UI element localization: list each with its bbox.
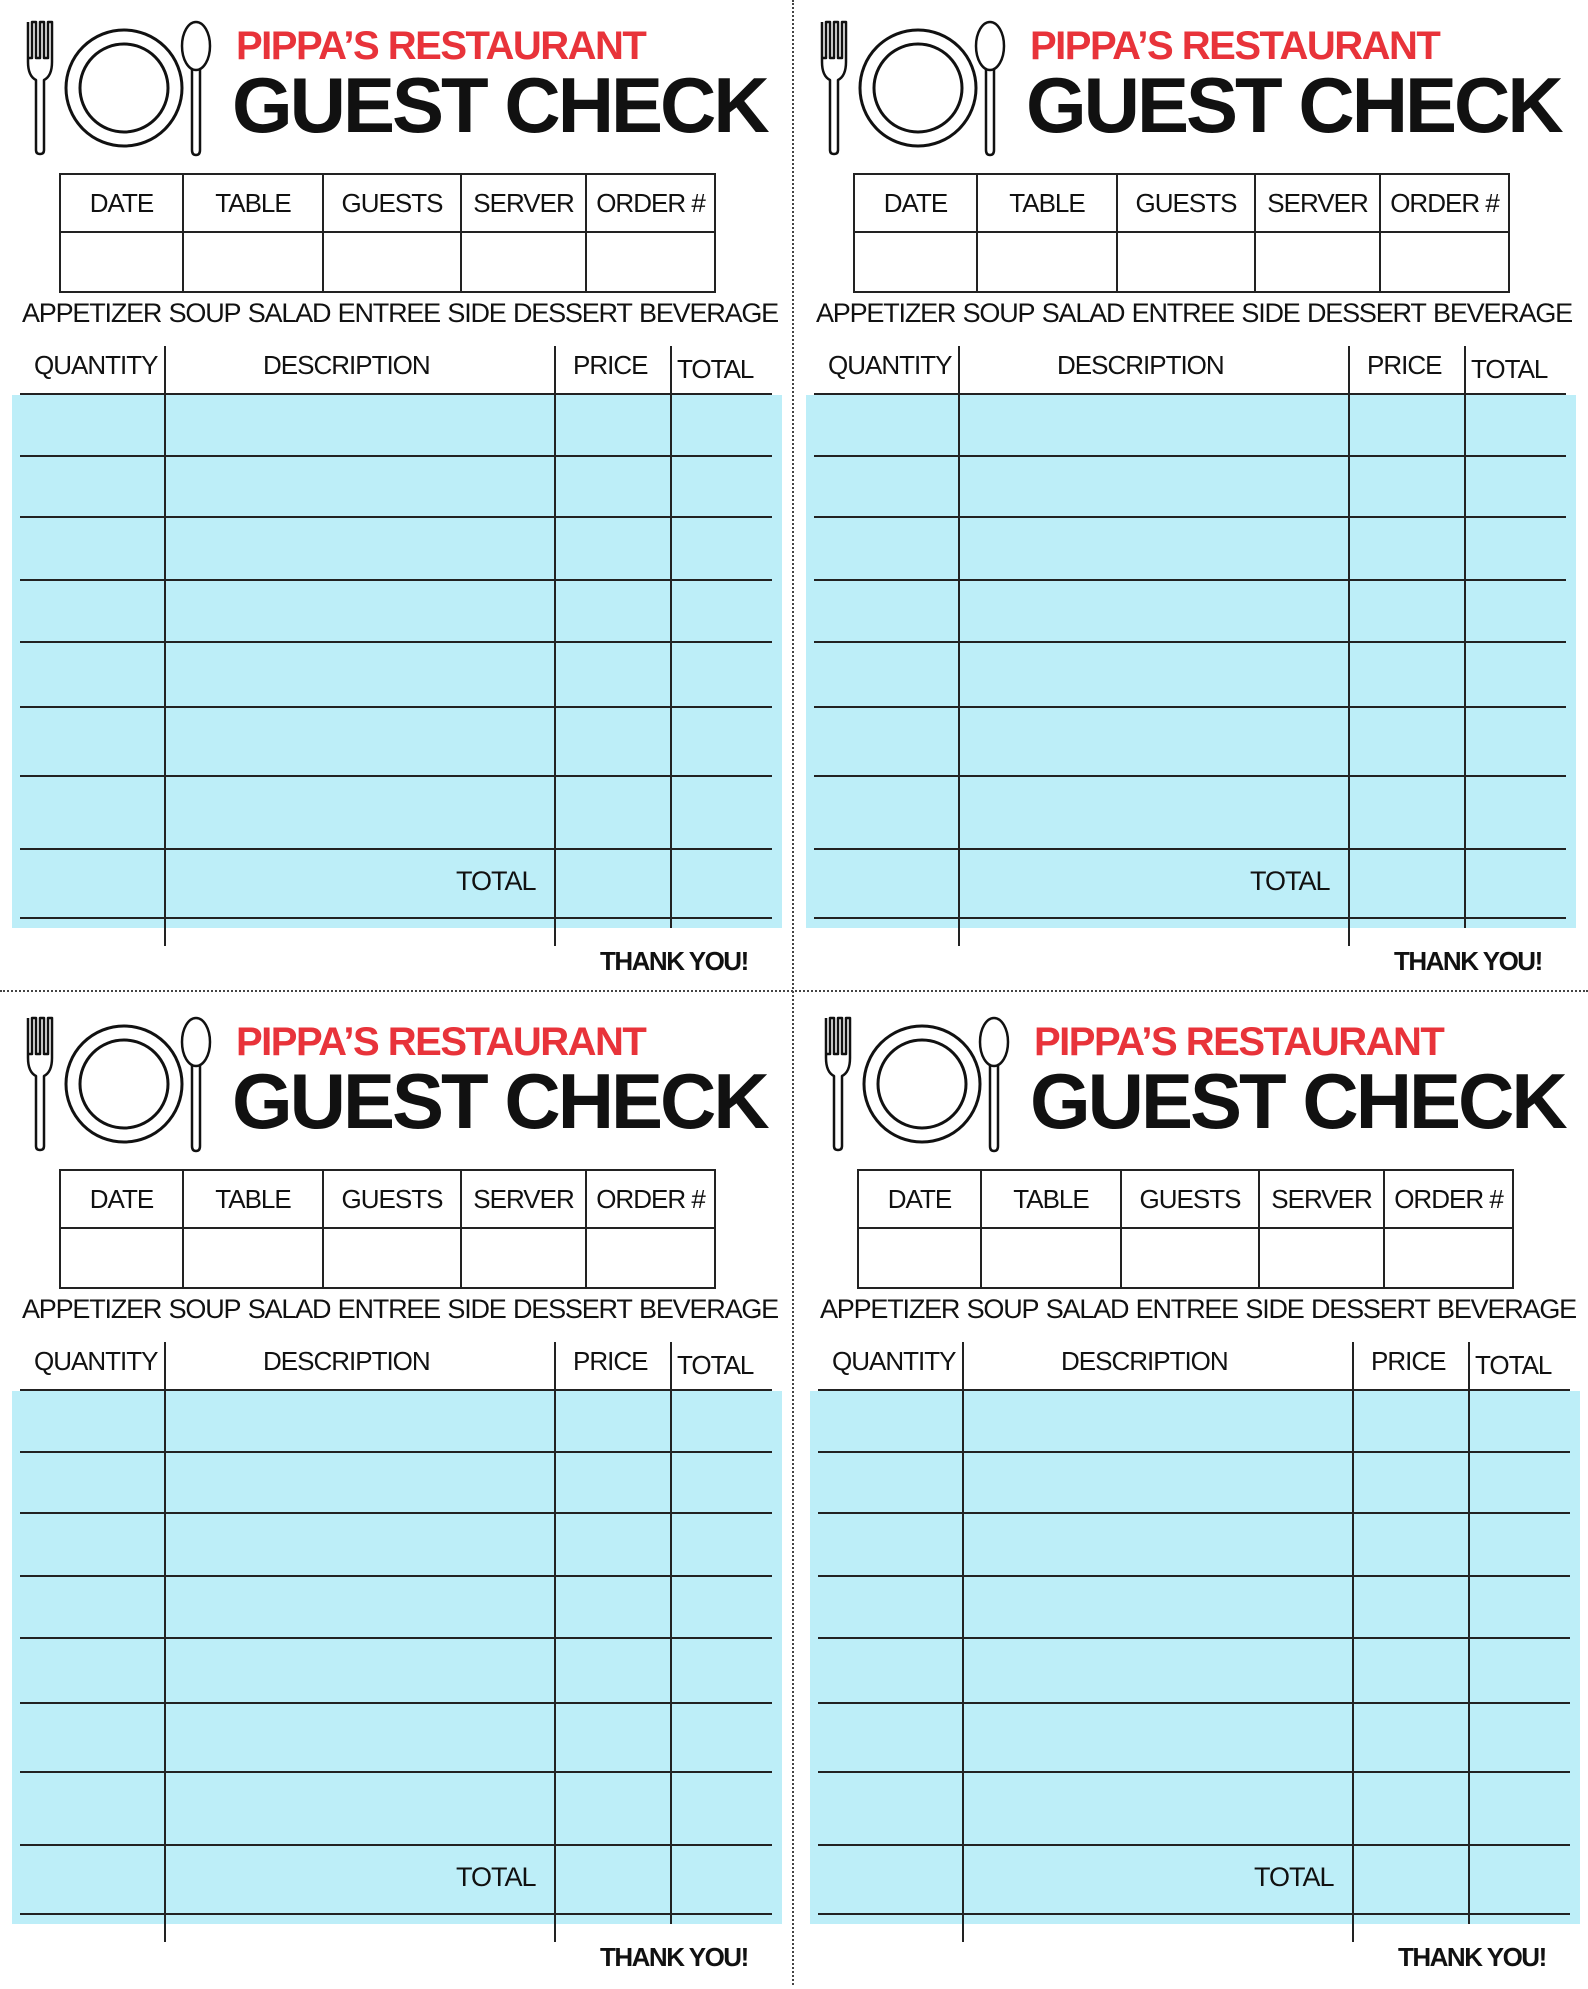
order-info-table: [59, 173, 716, 293]
column-header-underline: [20, 1389, 772, 1391]
server-entry-box[interactable]: [1255, 232, 1380, 292]
column-header-underline: [20, 393, 772, 395]
quantity-column-header: QUANTITY: [828, 350, 952, 380]
field-table-label: TABLE: [183, 1170, 323, 1228]
order-number-entry-box[interactable]: [1384, 1228, 1513, 1288]
category-soup: SOUP: [168, 298, 241, 328]
description-column-header: DESCRIPTION: [1061, 1346, 1228, 1376]
restaurant-name: PIPPA’S RESTAURANT: [1034, 1020, 1444, 1064]
check-title: GUEST CHECK: [1030, 1057, 1565, 1145]
item-row-line: [814, 848, 1566, 850]
item-row-line: [20, 1702, 772, 1704]
field-server-label: SERVER: [461, 1170, 586, 1228]
course-categories: [820, 1294, 1576, 1325]
category-beverage: BEVERAGE: [1433, 298, 1572, 328]
field-date-label: DATE: [858, 1170, 981, 1228]
field-date-label: DATE: [60, 1170, 183, 1228]
item-row-line: [818, 1575, 1570, 1577]
price-column-header: PRICE: [573, 350, 648, 380]
check-title: GUEST CHECK: [232, 61, 767, 149]
item-row-line: [814, 516, 1566, 518]
column-header-underline: [814, 393, 1566, 395]
course-categories: [816, 298, 1572, 329]
place-setting-logo: [24, 1014, 214, 1154]
table-entry-box[interactable]: [977, 232, 1117, 292]
server-entry-box[interactable]: [461, 232, 586, 292]
price-column-divider: [1352, 1342, 1354, 1942]
item-row-line: [818, 1771, 1570, 1773]
total-column-divider: [670, 346, 672, 928]
guest-check-4: [798, 996, 1588, 1989]
place-setting-logo: [818, 18, 1008, 158]
field-table-label: TABLE: [977, 174, 1117, 232]
thank-you-footer: THANK YOU!: [1398, 1942, 1546, 1972]
plate-icon: [860, 30, 976, 146]
category-dessert: DESSERT: [513, 298, 632, 328]
field-guests-label: GUESTS: [323, 174, 461, 232]
category-dessert: DESSERT: [513, 1294, 632, 1324]
order-number-entry-box[interactable]: [1380, 232, 1509, 292]
fork-icon: [822, 22, 846, 154]
field-server-label: SERVER: [1259, 1170, 1384, 1228]
field-table-label: TABLE: [183, 174, 323, 232]
category-beverage: BEVERAGE: [639, 298, 778, 328]
table-entry-box[interactable]: [981, 1228, 1121, 1288]
item-row-line: [20, 455, 772, 457]
category-appetizer: APPETIZER: [22, 1294, 162, 1324]
guests-entry-box[interactable]: [323, 1228, 461, 1288]
category-beverage: BEVERAGE: [1437, 1294, 1576, 1324]
date-entry-box[interactable]: [60, 1228, 183, 1288]
item-row-line: [818, 1913, 1570, 1915]
field-order-number-label: ORDER #: [586, 174, 715, 232]
field-guests-label: GUESTS: [1117, 174, 1255, 232]
category-entree: ENTREE: [337, 1294, 440, 1324]
course-categories: [22, 298, 778, 329]
field-guests-label: GUESTS: [323, 1170, 461, 1228]
date-entry-box[interactable]: [858, 1228, 981, 1288]
thank-you-footer: THANK YOU!: [600, 1942, 748, 1972]
guest-check-2: [794, 0, 1588, 993]
order-info-table: [853, 173, 1510, 293]
item-row-line: [818, 1451, 1570, 1453]
quantity-column-header: QUANTITY: [34, 350, 158, 380]
total-column-header: TOTAL: [1475, 1350, 1552, 1380]
date-entry-box[interactable]: [60, 232, 183, 292]
spoon-icon: [976, 22, 1004, 155]
fork-icon: [826, 1018, 850, 1150]
item-row-line: [20, 1771, 772, 1773]
category-entree: ENTREE: [1135, 1294, 1238, 1324]
table-entry-box[interactable]: [183, 232, 323, 292]
guests-entry-box[interactable]: [1117, 232, 1255, 292]
guest-check-3: [0, 996, 794, 1989]
grand-total-label: TOTAL: [456, 1862, 536, 1892]
item-row-line: [20, 641, 772, 643]
item-row-line: [814, 706, 1566, 708]
field-order-number-label: ORDER #: [1380, 174, 1509, 232]
category-side: SIDE: [447, 298, 506, 328]
category-soup: SOUP: [168, 1294, 241, 1324]
category-salad: SALAD: [247, 1294, 331, 1324]
quantity-column-divider: [164, 346, 166, 946]
field-date-label: DATE: [60, 174, 183, 232]
place-setting-logo: [822, 1014, 1012, 1154]
item-row-line: [20, 1451, 772, 1453]
quantity-column-divider: [958, 346, 960, 946]
grand-total-label: TOTAL: [456, 866, 536, 896]
item-row-line: [20, 1913, 772, 1915]
field-server-label: SERVER: [1255, 174, 1380, 232]
price-column-header: PRICE: [1367, 350, 1442, 380]
restaurant-name: PIPPA’S RESTAURANT: [1030, 24, 1440, 68]
order-number-entry-box[interactable]: [586, 232, 715, 292]
item-row-line: [814, 455, 1566, 457]
order-info-table: [59, 1169, 716, 1289]
category-salad: SALAD: [1045, 1294, 1129, 1324]
category-entree: ENTREE: [337, 298, 440, 328]
date-entry-box[interactable]: [854, 232, 977, 292]
item-row-line: [814, 917, 1566, 919]
item-row-line: [818, 1512, 1570, 1514]
field-order-number-label: ORDER #: [586, 1170, 715, 1228]
category-entree: ENTREE: [1131, 298, 1234, 328]
item-row-line: [814, 775, 1566, 777]
field-date-label: DATE: [854, 174, 977, 232]
spoon-icon: [182, 1018, 210, 1151]
item-row-line: [20, 706, 772, 708]
category-side: SIDE: [1241, 298, 1300, 328]
check-title: GUEST CHECK: [1026, 61, 1561, 149]
item-row-line: [20, 516, 772, 518]
item-row-line: [20, 579, 772, 581]
category-dessert: DESSERT: [1307, 298, 1426, 328]
category-soup: SOUP: [962, 298, 1035, 328]
check-title: GUEST CHECK: [232, 1057, 767, 1145]
place-setting-logo: [24, 18, 214, 158]
quantity-column-header: QUANTITY: [832, 1346, 956, 1376]
description-column-header: DESCRIPTION: [1057, 350, 1224, 380]
total-column-header: TOTAL: [677, 1350, 754, 1380]
description-column-header: DESCRIPTION: [263, 1346, 430, 1376]
thank-you-footer: THANK YOU!: [600, 946, 748, 976]
category-appetizer: APPETIZER: [820, 1294, 960, 1324]
thank-you-footer: THANK YOU!: [1394, 946, 1542, 976]
item-row-line: [814, 641, 1566, 643]
plate-icon: [864, 1026, 980, 1142]
price-column-divider: [1348, 346, 1350, 946]
field-table-label: TABLE: [981, 1170, 1121, 1228]
price-column-divider: [554, 1342, 556, 1942]
category-appetizer: APPETIZER: [22, 298, 162, 328]
server-entry-box[interactable]: [461, 1228, 586, 1288]
category-appetizer: APPETIZER: [816, 298, 956, 328]
grand-total-label: TOTAL: [1254, 1862, 1334, 1892]
grand-total-label: TOTAL: [1250, 866, 1330, 896]
quantity-column-divider: [962, 1342, 964, 1942]
item-row-line: [818, 1702, 1570, 1704]
guest-check-1: [0, 0, 794, 993]
restaurant-name: PIPPA’S RESTAURANT: [236, 24, 646, 68]
item-row-line: [20, 1512, 772, 1514]
total-column-divider: [1468, 1342, 1470, 1924]
item-row-line: [818, 1637, 1570, 1639]
item-row-line: [20, 1637, 772, 1639]
order-number-entry-box[interactable]: [586, 1228, 715, 1288]
plate-icon: [66, 1026, 182, 1142]
category-beverage: BEVERAGE: [639, 1294, 778, 1324]
field-order-number-label: ORDER #: [1384, 1170, 1513, 1228]
total-column-divider: [1464, 346, 1466, 928]
plate-icon: [66, 30, 182, 146]
quantity-column-header: QUANTITY: [34, 1346, 158, 1376]
order-info-table: [857, 1169, 1514, 1289]
price-column-divider: [554, 346, 556, 946]
guests-entry-box[interactable]: [1121, 1228, 1259, 1288]
price-column-header: PRICE: [1371, 1346, 1446, 1376]
column-header-underline: [818, 1389, 1570, 1391]
item-row-line: [20, 1575, 772, 1577]
item-row-line: [818, 1844, 1570, 1846]
category-side: SIDE: [447, 1294, 506, 1324]
total-column-header: TOTAL: [1471, 354, 1548, 384]
category-soup: SOUP: [966, 1294, 1039, 1324]
field-server-label: SERVER: [461, 174, 586, 232]
course-categories: [22, 1294, 778, 1325]
description-column-header: DESCRIPTION: [263, 350, 430, 380]
item-row-line: [814, 579, 1566, 581]
table-entry-box[interactable]: [183, 1228, 323, 1288]
server-entry-box[interactable]: [1259, 1228, 1384, 1288]
category-side: SIDE: [1245, 1294, 1304, 1324]
category-salad: SALAD: [247, 298, 331, 328]
item-row-line: [20, 775, 772, 777]
restaurant-name: PIPPA’S RESTAURANT: [236, 1020, 646, 1064]
spoon-icon: [980, 1018, 1008, 1151]
item-row-line: [20, 1844, 772, 1846]
category-dessert: DESSERT: [1311, 1294, 1430, 1324]
spoon-icon: [182, 22, 210, 155]
quantity-column-divider: [164, 1342, 166, 1942]
total-column-header: TOTAL: [677, 354, 754, 384]
item-row-line: [20, 917, 772, 919]
fork-icon: [28, 1018, 52, 1150]
category-salad: SALAD: [1041, 298, 1125, 328]
price-column-header: PRICE: [573, 1346, 648, 1376]
fork-icon: [28, 22, 52, 154]
total-column-divider: [670, 1342, 672, 1924]
guests-entry-box[interactable]: [323, 232, 461, 292]
item-row-line: [20, 848, 772, 850]
field-guests-label: GUESTS: [1121, 1170, 1259, 1228]
